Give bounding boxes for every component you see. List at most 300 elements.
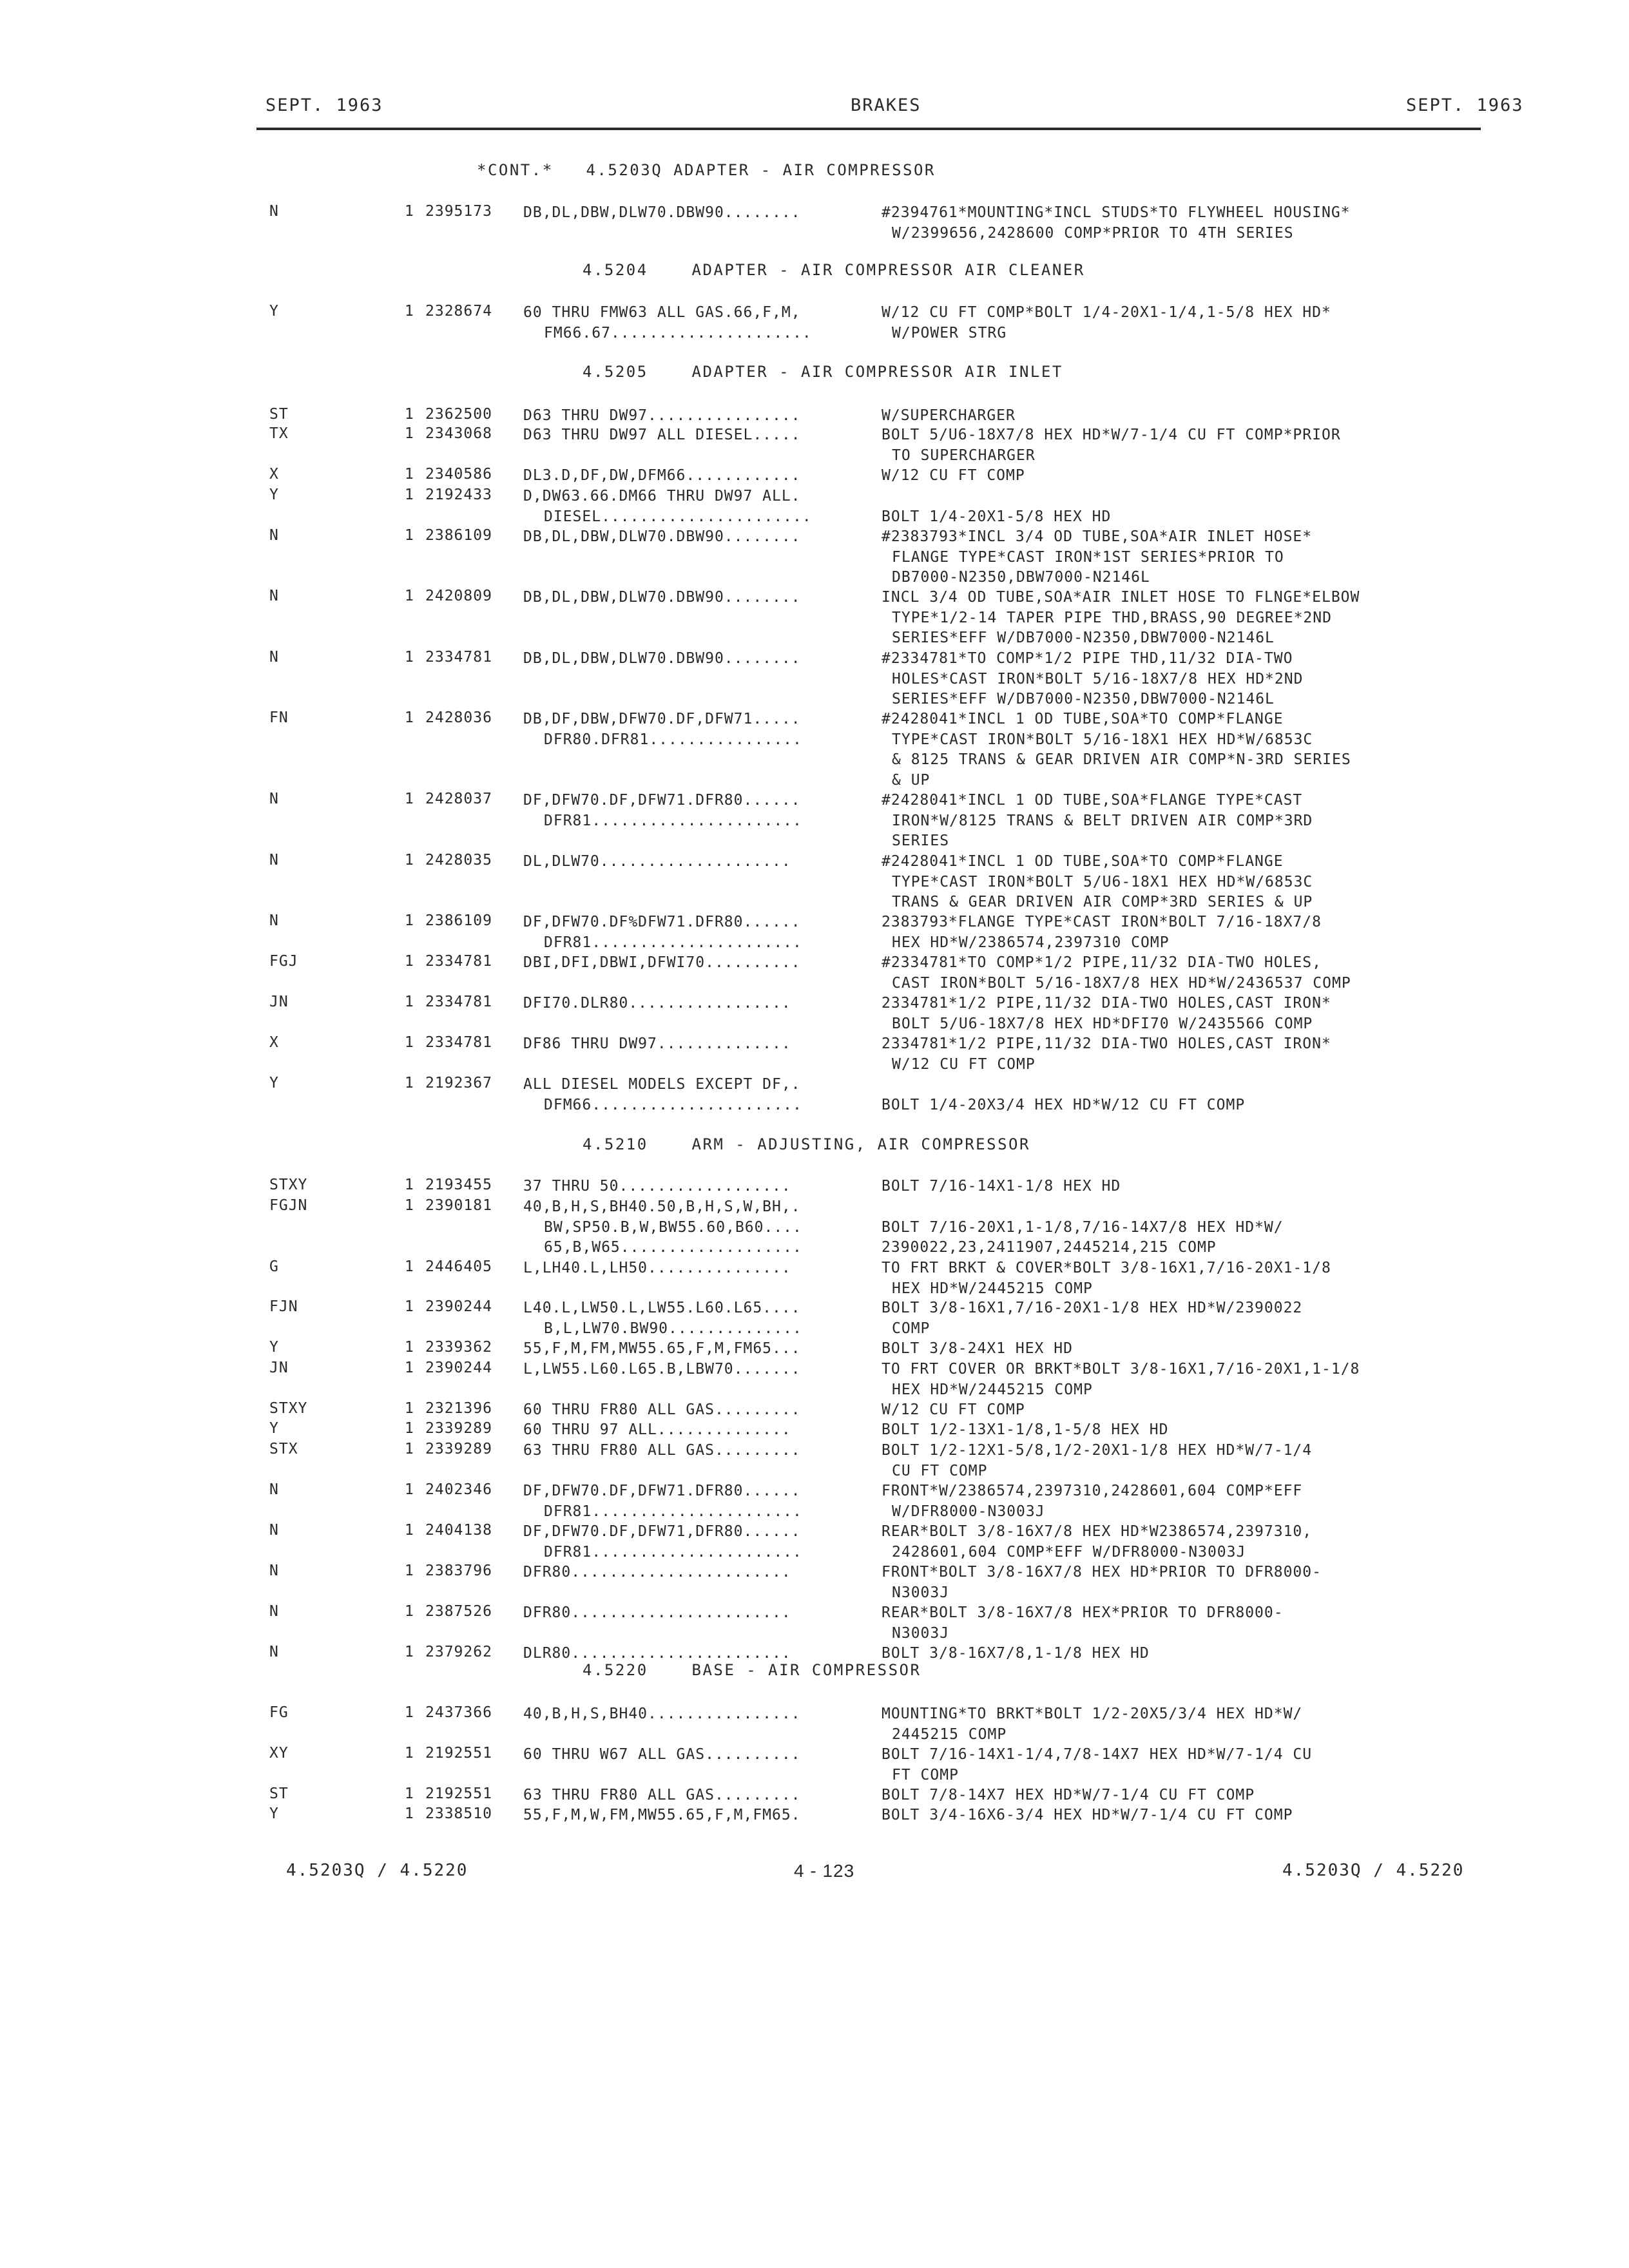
description-line: CU FT COMP: [892, 1462, 988, 1479]
model-line: L,LW55.L60.L65.B,LBW70.......: [523, 1361, 801, 1378]
description-line: 2428601,604 COMP*EFF W/DFR8000-N3003J: [892, 1543, 1246, 1561]
part-number: 2334781: [425, 649, 492, 666]
quantity: 1: [405, 1441, 414, 1457]
quantity: 1: [405, 303, 414, 320]
part-description: [882, 1522, 1312, 1562]
model-usage: [523, 466, 801, 486]
description-line: TYPE*1/2-14 TAPER PIPE THD,BRASS,90 DEGREE*2ND: [892, 609, 1332, 626]
quantity: 1: [405, 1339, 414, 1356]
applicability-code: JN: [269, 1360, 289, 1376]
part-number: 2328674: [425, 303, 492, 320]
description-line: W/12 CU FT COMP*BOLT 1/4-20X1-1/4,1-5/8 HEX HD*: [882, 304, 1331, 321]
part-description: [882, 1644, 1150, 1664]
quantity: 1: [405, 1745, 414, 1762]
model-line: D,DW63.66.DM66 THRU DW97 ALL.: [523, 488, 801, 505]
section-title: 4.5220 BASE - AIR COMPRESSOR: [583, 1661, 921, 1679]
part-description: [882, 953, 1351, 994]
model-line: DBI,DFI,DBWI,DFWI70..........: [523, 954, 801, 971]
quantity: 1: [405, 1562, 414, 1579]
applicability-code: N: [269, 1522, 279, 1539]
model-line: DFR80.DFR81................: [544, 731, 802, 748]
part-description: [882, 466, 1025, 486]
model-line: 60 THRU FR80 ALL GAS.........: [523, 1401, 801, 1418]
description-line: HEX HD*W/2445215 COMP: [892, 1280, 1093, 1297]
quantity: 1: [405, 994, 414, 1010]
model-line: BW,SP50.B,W,BW55.60,B60....: [544, 1218, 802, 1236]
model-line: DFR80.......................: [523, 1604, 791, 1621]
description-line: TYPE*CAST IRON*BOLT 5/U6-18X1 HEX HD*W/6853C: [892, 873, 1313, 890]
part-number: 2420809: [425, 588, 492, 604]
model-line: 60 THRU W67 ALL GAS..........: [523, 1746, 801, 1763]
part-number: 2338510: [425, 1805, 492, 1822]
model-usage: [523, 1603, 791, 1624]
part-description: [882, 912, 1322, 953]
quantity: 1: [405, 953, 414, 970]
part-number: 2334781: [425, 953, 492, 970]
model-usage: [523, 709, 802, 750]
part-description: [882, 791, 1313, 852]
model-usage: [523, 1420, 791, 1441]
model-line: 55,F,M,FM,MW55.65,F,M,FM65...: [523, 1340, 801, 1357]
part-description: [882, 1420, 1168, 1441]
model-usage: [523, 203, 801, 224]
model-line: DFR81......................: [544, 812, 802, 829]
description-line: FRONT*W/2386574,2397310,2428601,604 COMP*EFF: [882, 1483, 1303, 1499]
description-line: TYPE*CAST IRON*BOLT 5/16-18X1 HEX HD*W/6853C: [892, 731, 1313, 748]
model-usage: [523, 953, 801, 974]
model-usage: [523, 994, 791, 1014]
model-line: 60 THRU 97 ALL..............: [523, 1421, 791, 1438]
quantity: 1: [405, 1360, 414, 1376]
description-line: TO SUPERCHARGER: [892, 447, 1036, 464]
applicability-code: N: [269, 527, 279, 544]
quantity: 1: [405, 791, 414, 807]
description-line: BOLT 7/8-14X7 HEX HD*W/7-1/4 CU FT COMP: [882, 1787, 1255, 1803]
model-usage: [523, 1805, 801, 1826]
part-description: [882, 1360, 1360, 1400]
part-description: [882, 1339, 1073, 1360]
quantity: 1: [405, 1522, 414, 1539]
quantity: 1: [405, 406, 414, 423]
description-line: N3003J: [892, 1624, 950, 1642]
model-usage: [523, 1745, 801, 1765]
part-number: 2402346: [425, 1481, 492, 1498]
model-line: ALL DIESEL MODELS EXCEPT DF,.: [523, 1076, 801, 1093]
part-description: [882, 1441, 1312, 1481]
description-line: BOLT 5/U6-18X7/8 HEX HD*DFI70 W/2435566 COMP: [892, 1015, 1313, 1032]
description-line: TO FRT BRKT & COVER*BOLT 3/8-16X1,7/16-20X1-1/8: [882, 1260, 1331, 1276]
quantity: 1: [405, 1420, 414, 1437]
quantity: 1: [405, 527, 414, 544]
model-usage: [523, 912, 802, 953]
model-line: DL,DLW70....................: [523, 853, 791, 870]
quantity: 1: [405, 912, 414, 929]
applicability-code: Y: [269, 486, 279, 503]
header-title: BRAKES: [851, 95, 921, 115]
applicability-code: N: [269, 791, 279, 807]
model-line: DL3.D,DF,DW,DFM66............: [523, 467, 801, 484]
part-number: 2428036: [425, 709, 492, 726]
quantity: 1: [405, 425, 414, 442]
quantity: 1: [405, 1603, 414, 1620]
description-line: SERIES*EFF W/DB7000-N2350,DBW7000-N2146L: [892, 691, 1275, 708]
description-line: 2334781*1/2 PIPE,11/32 DIA-TWO HOLES,CAST IRON*: [882, 1035, 1331, 1052]
applicability-code: ST: [269, 1785, 289, 1802]
model-usage: [523, 852, 791, 872]
part-description: [882, 1562, 1322, 1603]
model-usage: [523, 1177, 791, 1197]
applicability-code: STX: [269, 1441, 298, 1457]
model-line: L40.L,LW50.L,LW55.L60.L65....: [523, 1300, 801, 1316]
applicability-code: STXY: [269, 1177, 308, 1193]
description-line: FLANGE TYPE*CAST IRON*1ST SERIES*PRIOR TO: [892, 548, 1284, 566]
part-description: [882, 486, 1111, 527]
model-line: DB,DL,DBW,DLW70.DBW90........: [523, 204, 801, 221]
description-line: #2383793*INCL 3/4 OD TUBE,SOA*AIR INLET HOSE*: [882, 528, 1313, 545]
description-line: W/DFR8000-N3003J: [892, 1503, 1045, 1520]
applicability-code: JN: [269, 994, 289, 1010]
part-number: 2390181: [425, 1197, 492, 1214]
quantity: 1: [405, 1400, 414, 1417]
part-description: [882, 203, 1351, 244]
applicability-code: X: [269, 1034, 279, 1051]
model-line: DFR81......................: [544, 934, 802, 951]
part-number: 2334781: [425, 994, 492, 1010]
model-line: DF,DFW70.DF,DFW71.DFR80......: [523, 1483, 801, 1499]
description-line: #2428041*INCL 1 OD TUBE,SOA*TO COMP*FLANGE: [882, 711, 1284, 727]
model-line: DFR80.......................: [523, 1564, 791, 1581]
model-line: DFR81......................: [544, 1503, 802, 1520]
part-number: 2192367: [425, 1075, 492, 1091]
model-usage: [523, 1704, 801, 1725]
description-line: SERIES: [892, 832, 950, 850]
part-description: [882, 1177, 1121, 1197]
applicability-code: FN: [269, 709, 289, 726]
quantity: 1: [405, 588, 414, 604]
description-line: #2428041*INCL 1 OD TUBE,SOA*FLANGE TYPE*CAST: [882, 792, 1303, 809]
section-title: 4.5204 ADAPTER - AIR COMPRESSOR AIR CLEANER: [583, 261, 1085, 279]
part-description: [882, 1034, 1331, 1075]
footer-range-left: 4.5203Q / 4.5220: [286, 1861, 468, 1880]
description-line: & 8125 TRANS & GEAR DRIVEN AIR COMP*N-3RD SERIES: [892, 751, 1351, 769]
part-description: [882, 1603, 1284, 1644]
part-number: 2446405: [425, 1258, 492, 1275]
description-line: W/POWER STRG: [892, 324, 1007, 341]
model-usage: [523, 303, 812, 343]
model-usage: [523, 486, 812, 527]
model-usage: [523, 1360, 801, 1380]
model-usage: [523, 1034, 791, 1055]
quantity: 1: [405, 486, 414, 503]
description-line: BOLT 1/2-13X1-1/8,1-5/8 HEX HD: [882, 1421, 1169, 1438]
part-description: [882, 1481, 1302, 1522]
description-line: BOLT 7/16-14X1-1/8 HEX HD: [882, 1178, 1121, 1195]
description-line: #2334781*TO COMP*1/2 PIPE THD,11/32 DIA-TWO: [882, 650, 1293, 667]
description-line: BOLT 3/4-16X6-3/4 HEX HD*W/7-1/4 CU FT COMP: [882, 1807, 1293, 1823]
description-line: BOLT 1/4-20X1-5/8 HEX HD: [882, 508, 1112, 525]
description-line: W/SUPERCHARGER: [882, 407, 1016, 424]
quantity: 1: [405, 709, 414, 726]
description-line: BOLT 1/4-20X3/4 HEX HD*W/12 CU FT COMP: [882, 1096, 1246, 1113]
model-line: DB,DF,DBW,DFW70.DF,DFW71.....: [523, 711, 801, 727]
header-rule: [256, 128, 1481, 130]
description-line: TRANS & GEAR DRIVEN AIR COMP*3RD SERIES & UP: [892, 894, 1313, 911]
part-description: [882, 303, 1331, 343]
model-line: DF,DFW70.DF%DFW71.DFR80......: [523, 914, 801, 930]
model-line: DF,DFW70.DF,DFW71.DFR80......: [523, 792, 801, 809]
description-line: BOLT 7/16-14X1-1/4,7/8-14X7 HEX HD*W/7-1/4 CU: [882, 1746, 1313, 1763]
quantity: 1: [405, 1704, 414, 1721]
model-line: DB,DL,DBW,DLW70.DBW90........: [523, 650, 801, 667]
description-line: IRON*W/8125 TRANS & BELT DRIVEN AIR COMP*3RD: [892, 812, 1313, 829]
model-line: D63 THRU DW97................: [523, 407, 801, 424]
model-line: 55,F,M,W,FM,MW55.65,F,M,FM65.: [523, 1807, 801, 1823]
model-usage: [523, 1522, 802, 1562]
description-line: DB7000-N2350,DBW7000-N2146L: [892, 569, 1150, 586]
header-date-left: SEPT. 1963: [265, 95, 383, 115]
applicability-code: N: [269, 1481, 279, 1498]
description-line: SERIES*EFF W/DB7000-N2350,DBW7000-N2146L: [892, 629, 1275, 647]
footer-range-right: 4.5203Q / 4.5220: [1282, 1861, 1465, 1880]
model-line: L,LH40.L,LH50...............: [523, 1260, 791, 1276]
page-number: 4 - 123: [794, 1861, 855, 1881]
part-description: [882, 588, 1360, 649]
quantity: 1: [405, 1075, 414, 1091]
part-number: 2192551: [425, 1745, 492, 1762]
part-number: 2362500: [425, 406, 492, 423]
description-line: W/12 CU FT COMP: [882, 1401, 1025, 1418]
description-line: REAR*BOLT 3/8-16X7/8 HEX HD*W2386574,2397310,: [882, 1523, 1313, 1540]
part-description: [882, 852, 1313, 913]
applicability-code: N: [269, 1644, 279, 1660]
part-number: 2395173: [425, 203, 492, 220]
quantity: 1: [405, 1644, 414, 1660]
header-date-right: SEPT. 1963: [1406, 95, 1524, 115]
applicability-code: ST: [269, 406, 289, 423]
part-description: [882, 1785, 1255, 1806]
applicability-code: N: [269, 649, 279, 666]
quantity: 1: [405, 1298, 414, 1315]
applicability-code: N: [269, 588, 279, 604]
part-number: 2428037: [425, 791, 492, 807]
description-line: TO FRT COVER OR BRKT*BOLT 3/8-16X1,7/16-20X1,1-1/8: [882, 1361, 1360, 1378]
model-line: 63 THRU FR80 ALL GAS.........: [523, 1442, 801, 1459]
model-line: FM66.67.....................: [544, 324, 812, 341]
applicability-code: N: [269, 1562, 279, 1579]
quantity: 1: [405, 203, 414, 220]
model-usage: [523, 1258, 791, 1279]
part-description: [882, 1298, 1302, 1339]
part-number: 2387526: [425, 1603, 492, 1620]
quantity: 1: [405, 649, 414, 666]
quantity: 1: [405, 852, 414, 869]
description-line: BOLT 5/U6-18X7/8 HEX HD*W/7-1/4 CU FT COMP*PRIOR: [882, 427, 1341, 443]
part-number: 2437366: [425, 1704, 492, 1721]
model-line: 40,B,H,S,BH40.50,B,H,S,W,BH,.: [523, 1198, 801, 1215]
description-line: BOLT 3/8-16X7/8,1-1/8 HEX HD: [882, 1645, 1150, 1662]
model-usage: [523, 425, 801, 446]
part-number: 2192551: [425, 1785, 492, 1802]
part-description: [882, 406, 1016, 427]
model-line: DFI70.DLR80.................: [523, 995, 791, 1012]
description-line: REAR*BOLT 3/8-16X7/8 HEX*PRIOR TO DFR8000-: [882, 1604, 1284, 1621]
part-number: 2390244: [425, 1360, 492, 1376]
applicability-code: N: [269, 203, 279, 220]
part-number: 2428035: [425, 852, 492, 869]
model-line: 63 THRU FR80 ALL GAS.........: [523, 1787, 801, 1803]
applicability-code: G: [269, 1258, 279, 1275]
description-line: BOLT 7/16-20X1,1-1/8,7/16-14X7/8 HEX HD*W/: [882, 1218, 1284, 1236]
description-line: BOLT 1/2-12X1-5/8,1/2-20X1-1/8 HEX HD*W/7-1/4: [882, 1442, 1313, 1459]
description-line: 2334781*1/2 PIPE,11/32 DIA-TWO HOLES,CAST IRON*: [882, 995, 1331, 1012]
model-usage: [523, 1562, 791, 1583]
section-title: *CONT.* 4.5203Q ADAPTER - AIR COMPRESSOR: [477, 161, 936, 179]
model-usage: [523, 791, 802, 831]
model-usage: [523, 1298, 802, 1339]
model-line: DFR81......................: [544, 1543, 802, 1561]
model-line: 40,B,H,S,BH40................: [523, 1706, 801, 1722]
model-usage: [523, 649, 801, 669]
model-line: DFM66......................: [544, 1096, 802, 1113]
description-line: COMP: [892, 1320, 930, 1337]
model-line: 65,B,W65...................: [544, 1239, 802, 1256]
model-line: 37 THRU 50..................: [523, 1178, 791, 1195]
description-line: [882, 486, 1111, 507]
model-line: DB,DL,DBW,DLW70.DBW90........: [523, 528, 801, 545]
part-description: [882, 1075, 1245, 1115]
quantity: 1: [405, 1481, 414, 1498]
part-number: 2334781: [425, 1034, 492, 1051]
description-line: #2428041*INCL 1 OD TUBE,SOA*TO COMP*FLANGE: [882, 853, 1284, 870]
applicability-code: Y: [269, 303, 279, 320]
applicability-code: STXY: [269, 1400, 308, 1417]
model-line: B,L,LW70.BW90..............: [544, 1320, 802, 1337]
description-line: 2445215 COMP: [892, 1725, 1007, 1743]
applicability-code: TX: [269, 425, 289, 442]
model-usage: [523, 1481, 802, 1522]
applicability-code: N: [269, 852, 279, 869]
description-line: [882, 1197, 1284, 1218]
applicability-code: N: [269, 912, 279, 929]
part-number: 2339289: [425, 1420, 492, 1437]
description-line: [882, 1075, 1245, 1095]
part-description: [882, 1197, 1284, 1258]
applicability-code: FG: [269, 1704, 289, 1721]
applicability-code: XY: [269, 1745, 289, 1762]
model-usage: [523, 1339, 801, 1360]
model-usage: [523, 1441, 801, 1461]
description-line: 2383793*FLANGE TYPE*CAST IRON*BOLT 7/16-18X7/8: [882, 914, 1322, 930]
quantity: 1: [405, 1197, 414, 1214]
section-title: 4.5205 ADAPTER - AIR COMPRESSOR AIR INLET: [583, 363, 1063, 381]
applicability-code: X: [269, 466, 279, 483]
part-number: 2386109: [425, 912, 492, 929]
model-usage: [523, 1075, 802, 1115]
part-description: [882, 994, 1331, 1034]
model-line: DF,DFW70.DF,DFW71,DFR80......: [523, 1523, 801, 1540]
part-number: 2343068: [425, 425, 492, 442]
model-usage: [523, 1197, 802, 1258]
description-line: BOLT 3/8-24X1 HEX HD: [882, 1340, 1073, 1357]
description-line: 2390022,23,2411907,2445214,215 COMP: [882, 1239, 1217, 1256]
part-number: 2390244: [425, 1298, 492, 1315]
model-line: DIESEL......................: [544, 508, 812, 525]
part-number: 2404138: [425, 1522, 492, 1539]
model-line: DB,DL,DBW,DLW70.DBW90........: [523, 589, 801, 606]
description-line: HEX HD*W/2386574,2397310 COMP: [892, 934, 1170, 951]
model-usage: [523, 1400, 801, 1421]
part-number: 2339289: [425, 1441, 492, 1457]
part-description: [882, 1745, 1312, 1785]
description-line: HOLES*CAST IRON*BOLT 5/16-18X7/8 HEX HD*2ND: [892, 670, 1304, 687]
description-line: N3003J: [892, 1584, 950, 1601]
model-usage: [523, 406, 801, 427]
model-usage: [523, 527, 801, 548]
part-description: [882, 527, 1312, 588]
model-line: D63 THRU DW97 ALL DIESEL.....: [523, 427, 801, 443]
quantity: 1: [405, 1177, 414, 1193]
applicability-code: N: [269, 1603, 279, 1620]
part-number: 2192433: [425, 486, 492, 503]
description-line: INCL 3/4 OD TUBE,SOA*AIR INLET HOSE TO FLNGE*ELBOW: [882, 589, 1360, 606]
description-line: MOUNTING*TO BRKT*BOLT 1/2-20X5/3/4 HEX HD*W/: [882, 1706, 1303, 1722]
description-line: HEX HD*W/2445215 COMP: [892, 1381, 1093, 1398]
quantity: 1: [405, 1034, 414, 1051]
quantity: 1: [405, 466, 414, 483]
applicability-code: FJN: [269, 1298, 298, 1315]
quantity: 1: [405, 1258, 414, 1275]
quantity: 1: [405, 1785, 414, 1802]
description-line: #2394761*MOUNTING*INCL STUDS*TO FLYWHEEL HOUSING*: [882, 204, 1351, 221]
part-number: 2339362: [425, 1339, 492, 1356]
description-line: FRONT*BOLT 3/8-16X7/8 HEX HD*PRIOR TO DFR8000-: [882, 1564, 1322, 1581]
description-line: #2334781*TO COMP*1/2 PIPE,11/32 DIA-TWO HOLES,: [882, 954, 1322, 971]
model-line: DF86 THRU DW97..............: [523, 1035, 791, 1052]
part-number: 2386109: [425, 527, 492, 544]
quantity: 1: [405, 1805, 414, 1822]
applicability-code: FGJ: [269, 953, 298, 970]
part-number: 2321396: [425, 1400, 492, 1417]
description-line: W/12 CU FT COMP: [892, 1055, 1036, 1073]
applicability-code: Y: [269, 1339, 279, 1356]
model-line: 60 THRU FMW63 ALL GAS.66,F,M,: [523, 304, 801, 321]
part-description: [882, 1400, 1025, 1421]
part-description: [882, 1805, 1293, 1826]
description-line: W/12 CU FT COMP: [882, 467, 1025, 484]
part-number: 2379262: [425, 1644, 492, 1660]
model-line: DLR80.......................: [523, 1645, 791, 1662]
model-usage: [523, 1785, 801, 1806]
model-usage: [523, 588, 801, 608]
part-number: 2383796: [425, 1562, 492, 1579]
applicability-code: Y: [269, 1075, 279, 1091]
part-description: [882, 709, 1351, 791]
description-line: & UP: [892, 772, 930, 789]
part-description: [882, 1258, 1331, 1299]
description-line: BOLT 3/8-16X1,7/16-20X1-1/8 HEX HD*W/2390022: [882, 1300, 1303, 1316]
applicability-code: Y: [269, 1805, 279, 1822]
part-description: [882, 425, 1341, 466]
description-line: CAST IRON*BOLT 5/16-18X7/8 HEX HD*W/2436537 COMP: [892, 974, 1351, 992]
part-number: 2340586: [425, 466, 492, 483]
section-title: 4.5210 ARM - ADJUSTING, AIR COMPRESSOR: [583, 1135, 1030, 1153]
description-line: W/2399656,2428600 COMP*PRIOR TO 4TH SERIES: [892, 224, 1294, 242]
part-description: [882, 649, 1303, 710]
part-number: 2193455: [425, 1177, 492, 1193]
applicability-code: Y: [269, 1420, 279, 1437]
applicability-code: FGJN: [269, 1197, 308, 1214]
description-line: FT COMP: [892, 1766, 959, 1783]
